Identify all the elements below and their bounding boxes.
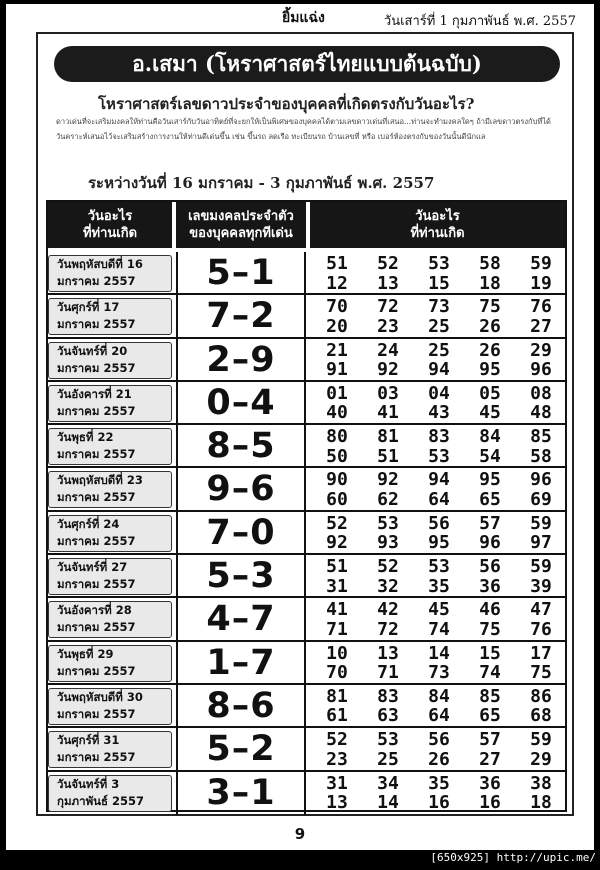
number-cell: 15	[428, 272, 450, 294]
day-label: วันศุกร์ที่ 24	[57, 516, 120, 531]
birth-day-cell	[48, 645, 172, 682]
number-cell: 56	[428, 512, 450, 534]
birth-day-cell	[48, 731, 172, 768]
table-row	[48, 425, 565, 468]
number-cell: 96	[530, 469, 552, 491]
number-cell: 85	[479, 685, 501, 707]
number-cell: 01	[326, 382, 348, 404]
header-birth-day-line1: วันอะไร	[87, 209, 133, 224]
number-cell: 36	[479, 772, 501, 794]
number-cell: 36	[479, 575, 501, 597]
number-cell: 85	[530, 426, 552, 448]
birth-day-cell	[48, 775, 172, 812]
number-cell: 52	[326, 512, 348, 534]
number-line-bottom	[316, 533, 562, 553]
lucky-number: 7–2	[176, 295, 306, 338]
number-cell: 39	[530, 575, 552, 597]
table-row	[48, 339, 565, 382]
day-label: วันพฤหัสบดีที่ 23	[57, 473, 143, 488]
number-cell: 25	[377, 748, 399, 770]
number-cell: 95	[479, 469, 501, 491]
number-cell: 59	[530, 253, 552, 274]
day-label: วันอังคารที่ 21	[57, 386, 132, 401]
number-cell: 14	[428, 642, 450, 664]
number-cell: 16	[428, 792, 450, 814]
page-header	[6, 4, 594, 32]
number-cell: 62	[377, 488, 399, 510]
number-cell: 18	[479, 272, 501, 294]
month-label: มกราคม 2557	[57, 403, 136, 418]
number-cell: 70	[326, 662, 348, 684]
birth-day-cell	[48, 298, 172, 335]
table-row	[48, 772, 565, 815]
number-set	[316, 384, 562, 423]
number-line-top	[316, 470, 562, 490]
number-cell: 80	[326, 426, 348, 448]
number-line-top	[316, 687, 562, 707]
number-cell: 84	[479, 426, 501, 448]
number-cell: 76	[530, 618, 552, 640]
number-cell: 17	[530, 642, 552, 664]
number-cell: 94	[428, 469, 450, 491]
watermark: [650x925] http://upic.me/	[430, 851, 596, 864]
number-cell: 81	[377, 426, 399, 448]
number-cell: 71	[377, 662, 399, 684]
day-label: วันพุธที่ 29	[57, 646, 114, 661]
number-cell: 74	[428, 618, 450, 640]
day-label: วันจันทร์ที่ 27	[57, 560, 128, 575]
number-cell: 92	[377, 469, 399, 491]
number-cell: 84	[428, 685, 450, 707]
number-line-top	[316, 774, 562, 794]
number-cell: 76	[530, 296, 552, 318]
number-cell: 24	[377, 339, 399, 361]
number-cell: 75	[479, 296, 501, 318]
number-cell: 15	[479, 642, 501, 664]
number-cell: 32	[377, 575, 399, 597]
number-cell: 10	[326, 642, 348, 664]
number-cell: 12	[326, 272, 348, 294]
month-label: มกราคม 2557	[57, 447, 136, 462]
number-cell: 70	[326, 296, 348, 318]
month-label: กุมภาพันธ์ 2557	[57, 793, 145, 808]
number-cell: 65	[479, 705, 501, 727]
newspaper-logo: ยิ้มแฉ่ง	[282, 10, 325, 26]
number-cell: 92	[326, 532, 348, 554]
birth-day-cell	[48, 601, 172, 638]
table-row	[48, 685, 565, 728]
number-cell: 26	[479, 315, 501, 337]
number-set	[316, 644, 562, 683]
number-cell: 14	[377, 792, 399, 814]
day-label: วันจันทร์ที่ 3	[57, 776, 120, 791]
issue-date: วันเสาร์ที่ 1 กุมภาพันธ์ พ.ศ. 2557	[383, 14, 576, 29]
number-cell: 05	[479, 382, 501, 404]
number-cell: 52	[377, 253, 399, 274]
number-cell: 74	[479, 662, 501, 684]
number-cell: 63	[377, 705, 399, 727]
header-numbers-line1: วันอะไร	[415, 209, 460, 224]
birth-day-cell	[48, 471, 172, 508]
number-cell: 57	[479, 512, 501, 534]
number-cell: 04	[428, 382, 450, 404]
number-cell: 27	[530, 315, 552, 337]
number-cell: 93	[377, 532, 399, 554]
number-set	[316, 730, 562, 769]
number-cell: 47	[530, 599, 552, 621]
number-set	[316, 470, 562, 509]
header-birth-day-line2: ที่ท่านเกิด	[82, 226, 138, 241]
number-line-top	[316, 427, 562, 447]
number-cell: 46	[479, 599, 501, 621]
number-line-bottom	[316, 274, 562, 294]
number-cell: 31	[326, 772, 348, 794]
day-label: วันจันทร์ที่ 20	[57, 343, 128, 358]
number-line-top	[316, 644, 562, 664]
lucky-number: 3–1	[176, 772, 306, 815]
lucky-number: 7–0	[176, 512, 306, 555]
number-cell: 41	[326, 599, 348, 621]
number-cell: 16	[479, 792, 501, 814]
number-cell: 43	[428, 402, 450, 424]
header-lucky-number	[176, 202, 306, 248]
table-row	[48, 468, 565, 511]
number-cell: 18	[530, 792, 552, 814]
number-cell: 23	[377, 315, 399, 337]
number-cell: 72	[377, 296, 399, 318]
number-cell: 45	[428, 599, 450, 621]
number-set	[316, 687, 562, 726]
number-set	[316, 427, 562, 466]
lucky-number: 1–7	[176, 642, 306, 685]
day-label: วันพุธที่ 22	[57, 430, 114, 445]
number-cell: 13	[377, 272, 399, 294]
number-line-top	[316, 730, 562, 750]
number-cell: 56	[479, 556, 501, 578]
number-set	[316, 774, 562, 813]
number-cell: 64	[428, 488, 450, 510]
number-line-bottom	[316, 793, 562, 813]
number-cell: 31	[326, 575, 348, 597]
number-line-top	[316, 600, 562, 620]
number-line-bottom	[316, 447, 562, 467]
number-cell: 73	[428, 662, 450, 684]
month-label: มกราคม 2557	[57, 274, 136, 288]
number-line-bottom	[316, 620, 562, 640]
lucky-number: 5–3	[176, 555, 306, 598]
number-cell: 52	[326, 729, 348, 751]
header-numbers-line2: ที่ท่านเกิด	[410, 226, 465, 241]
number-cell: 25	[428, 339, 450, 361]
header-numbers	[310, 202, 565, 248]
article-title: อ.เสมา (โหราศาสตร์ไทยแบบต้นฉบับ)	[54, 46, 560, 82]
number-line-top	[316, 254, 562, 274]
number-cell: 95	[479, 359, 501, 381]
birth-day-cell	[48, 428, 172, 465]
article-frame	[36, 32, 574, 816]
number-cell: 26	[479, 339, 501, 361]
month-label: มกราคม 2557	[57, 663, 136, 678]
number-cell: 75	[530, 662, 552, 684]
number-cell: 94	[428, 359, 450, 381]
number-cell: 13	[377, 642, 399, 664]
lucky-number: 0–4	[176, 382, 306, 425]
day-label: วันอังคารที่ 28	[57, 603, 132, 618]
month-label: มกราคม 2557	[57, 706, 136, 721]
number-cell: 75	[479, 618, 501, 640]
number-cell: 13	[326, 792, 348, 814]
number-cell: 52	[377, 556, 399, 578]
number-cell: 21	[326, 339, 348, 361]
header-lucky-line1: เลขมงคลประจำตัว	[188, 209, 294, 224]
number-cell: 53	[377, 729, 399, 751]
number-line-top	[316, 297, 562, 317]
number-line-bottom	[316, 403, 562, 423]
number-cell: 51	[326, 556, 348, 578]
number-cell: 90	[326, 469, 348, 491]
number-cell: 48	[530, 402, 552, 424]
month-label: มกราคม 2557	[57, 620, 136, 635]
lucky-number-table	[46, 200, 567, 812]
month-label: มกราคม 2557	[57, 750, 136, 765]
number-cell: 08	[530, 382, 552, 404]
birth-day-cell	[48, 688, 172, 725]
number-cell: 73	[428, 296, 450, 318]
number-line-bottom	[316, 663, 562, 683]
number-cell: 95	[428, 532, 450, 554]
page-number: 9	[294, 825, 306, 843]
number-cell: 71	[326, 618, 348, 640]
lucky-number: 8–5	[176, 425, 306, 468]
number-cell: 38	[530, 772, 552, 794]
number-cell: 92	[377, 359, 399, 381]
number-cell: 35	[428, 772, 450, 794]
number-set	[316, 514, 562, 553]
month-label: มกราคม 2557	[57, 490, 136, 505]
table-row	[48, 252, 565, 295]
number-cell: 42	[377, 599, 399, 621]
number-cell: 61	[326, 705, 348, 727]
number-cell: 58	[530, 445, 552, 467]
number-cell: 53	[428, 253, 450, 274]
number-cell: 29	[530, 339, 552, 361]
day-label: วันศุกร์ที่ 31	[57, 733, 120, 748]
number-set	[316, 341, 562, 380]
number-cell: 86	[530, 685, 552, 707]
table-row	[48, 512, 565, 555]
number-line-top	[316, 557, 562, 577]
birth-day-cell	[48, 255, 172, 292]
lucky-number: 8–6	[176, 685, 306, 728]
number-cell: 59	[530, 512, 552, 534]
lucky-number: 5–1	[176, 252, 306, 295]
number-set	[316, 557, 562, 596]
month-label: มกราคม 2557	[57, 577, 136, 592]
date-range: ระหว่างวันที่ 16 มกราคม - 3 กุมภาพันธ์ พ.ศ. 2557	[88, 174, 435, 192]
table-body	[48, 252, 565, 815]
number-line-bottom	[316, 360, 562, 380]
newspaper-page	[6, 4, 594, 850]
day-label: วันพฤหัสบดีที่ 16	[57, 257, 143, 271]
number-line-top	[316, 384, 562, 404]
number-cell: 57	[479, 729, 501, 751]
lucky-number: 4–7	[176, 598, 306, 641]
day-label: วันศุกร์ที่ 17	[57, 300, 120, 315]
number-cell: 96	[479, 532, 501, 554]
birth-day-cell	[48, 558, 172, 595]
number-cell: 29	[530, 748, 552, 770]
number-cell: 41	[377, 402, 399, 424]
number-cell: 56	[428, 729, 450, 751]
number-line-bottom	[316, 706, 562, 726]
number-cell: 72	[377, 618, 399, 640]
number-cell: 83	[377, 685, 399, 707]
article-description: ดาวเด่นที่จะเสริมมงคลให้ท่านคือวันเสาร์กับวันอาทิตย์ที่จะยกให้เป็นพิเศษของบุคคลได้ตามเลขดาวเด่นที่เสนอ...ท่านจะทำมงคลใดๆ ถ้ามีเลขดาวตรงกับที่ได้วันคราะห์เสนอไว้จะเสริมสร้างการงานให้ท่านดีเด่นขึ้น เช่น ขึ้นรถ ลดเรือ ทะเบียนรถ บ้านเลขที่ หรือ เบอร์ห้องตรงกับของวันนั้นดีนักแล	[56, 117, 551, 141]
article-subtitle: โหราศาสตร์เลขดาวประจำของบุคคลที่เกิดตรงกับวันอะไร?	[98, 95, 475, 113]
number-cell: 83	[428, 426, 450, 448]
number-cell: 45	[479, 402, 501, 424]
table-row	[48, 295, 565, 338]
number-cell: 59	[530, 729, 552, 751]
number-set	[316, 254, 562, 293]
number-cell: 34	[377, 772, 399, 794]
number-line-top	[316, 514, 562, 534]
number-cell: 69	[530, 488, 552, 510]
number-cell: 27	[479, 748, 501, 770]
number-cell: 53	[428, 556, 450, 578]
number-cell: 64	[428, 705, 450, 727]
number-cell: 68	[530, 705, 552, 727]
header-lucky-line2: ของบุคคลทุกทีเด่น	[189, 226, 293, 241]
birth-day-cell	[48, 385, 172, 422]
number-cell: 96	[530, 359, 552, 381]
month-label: มกราคม 2557	[57, 533, 136, 548]
month-label: มกราคม 2557	[57, 360, 136, 375]
number-line-bottom	[316, 490, 562, 510]
number-line-bottom	[316, 750, 562, 770]
number-cell: 54	[479, 445, 501, 467]
number-cell: 23	[326, 748, 348, 770]
birth-day-cell	[48, 342, 172, 379]
number-line-top	[316, 341, 562, 361]
number-cell: 65	[479, 488, 501, 510]
number-cell: 51	[326, 253, 348, 274]
number-cell: 91	[326, 359, 348, 381]
number-cell: 97	[530, 532, 552, 554]
number-cell: 59	[530, 556, 552, 578]
number-cell: 51	[377, 445, 399, 467]
birth-day-cell	[48, 515, 172, 552]
lucky-number: 5–2	[176, 728, 306, 771]
number-line-bottom	[316, 317, 562, 337]
number-cell: 25	[428, 315, 450, 337]
number-cell: 03	[377, 382, 399, 404]
number-cell: 60	[326, 488, 348, 510]
table-row	[48, 382, 565, 425]
table-row	[48, 728, 565, 771]
number-set	[316, 297, 562, 336]
number-cell: 35	[428, 575, 450, 597]
number-cell: 81	[326, 685, 348, 707]
number-cell: 20	[326, 315, 348, 337]
table-row	[48, 598, 565, 641]
number-cell: 19	[530, 272, 552, 294]
number-set	[316, 600, 562, 639]
month-label: มกราคม 2557	[57, 317, 136, 332]
header-birth-day	[48, 202, 172, 248]
lucky-number: 2–9	[176, 339, 306, 382]
table-row	[48, 642, 565, 685]
number-cell: 53	[428, 445, 450, 467]
number-cell: 50	[326, 445, 348, 467]
table-row	[48, 555, 565, 598]
number-line-bottom	[316, 577, 562, 597]
number-cell: 53	[377, 512, 399, 534]
day-label: วันพฤหัสบดีที่ 30	[57, 689, 143, 704]
lucky-number: 9–6	[176, 468, 306, 511]
number-cell: 58	[479, 253, 501, 274]
number-cell: 40	[326, 402, 348, 424]
number-cell: 26	[428, 748, 450, 770]
